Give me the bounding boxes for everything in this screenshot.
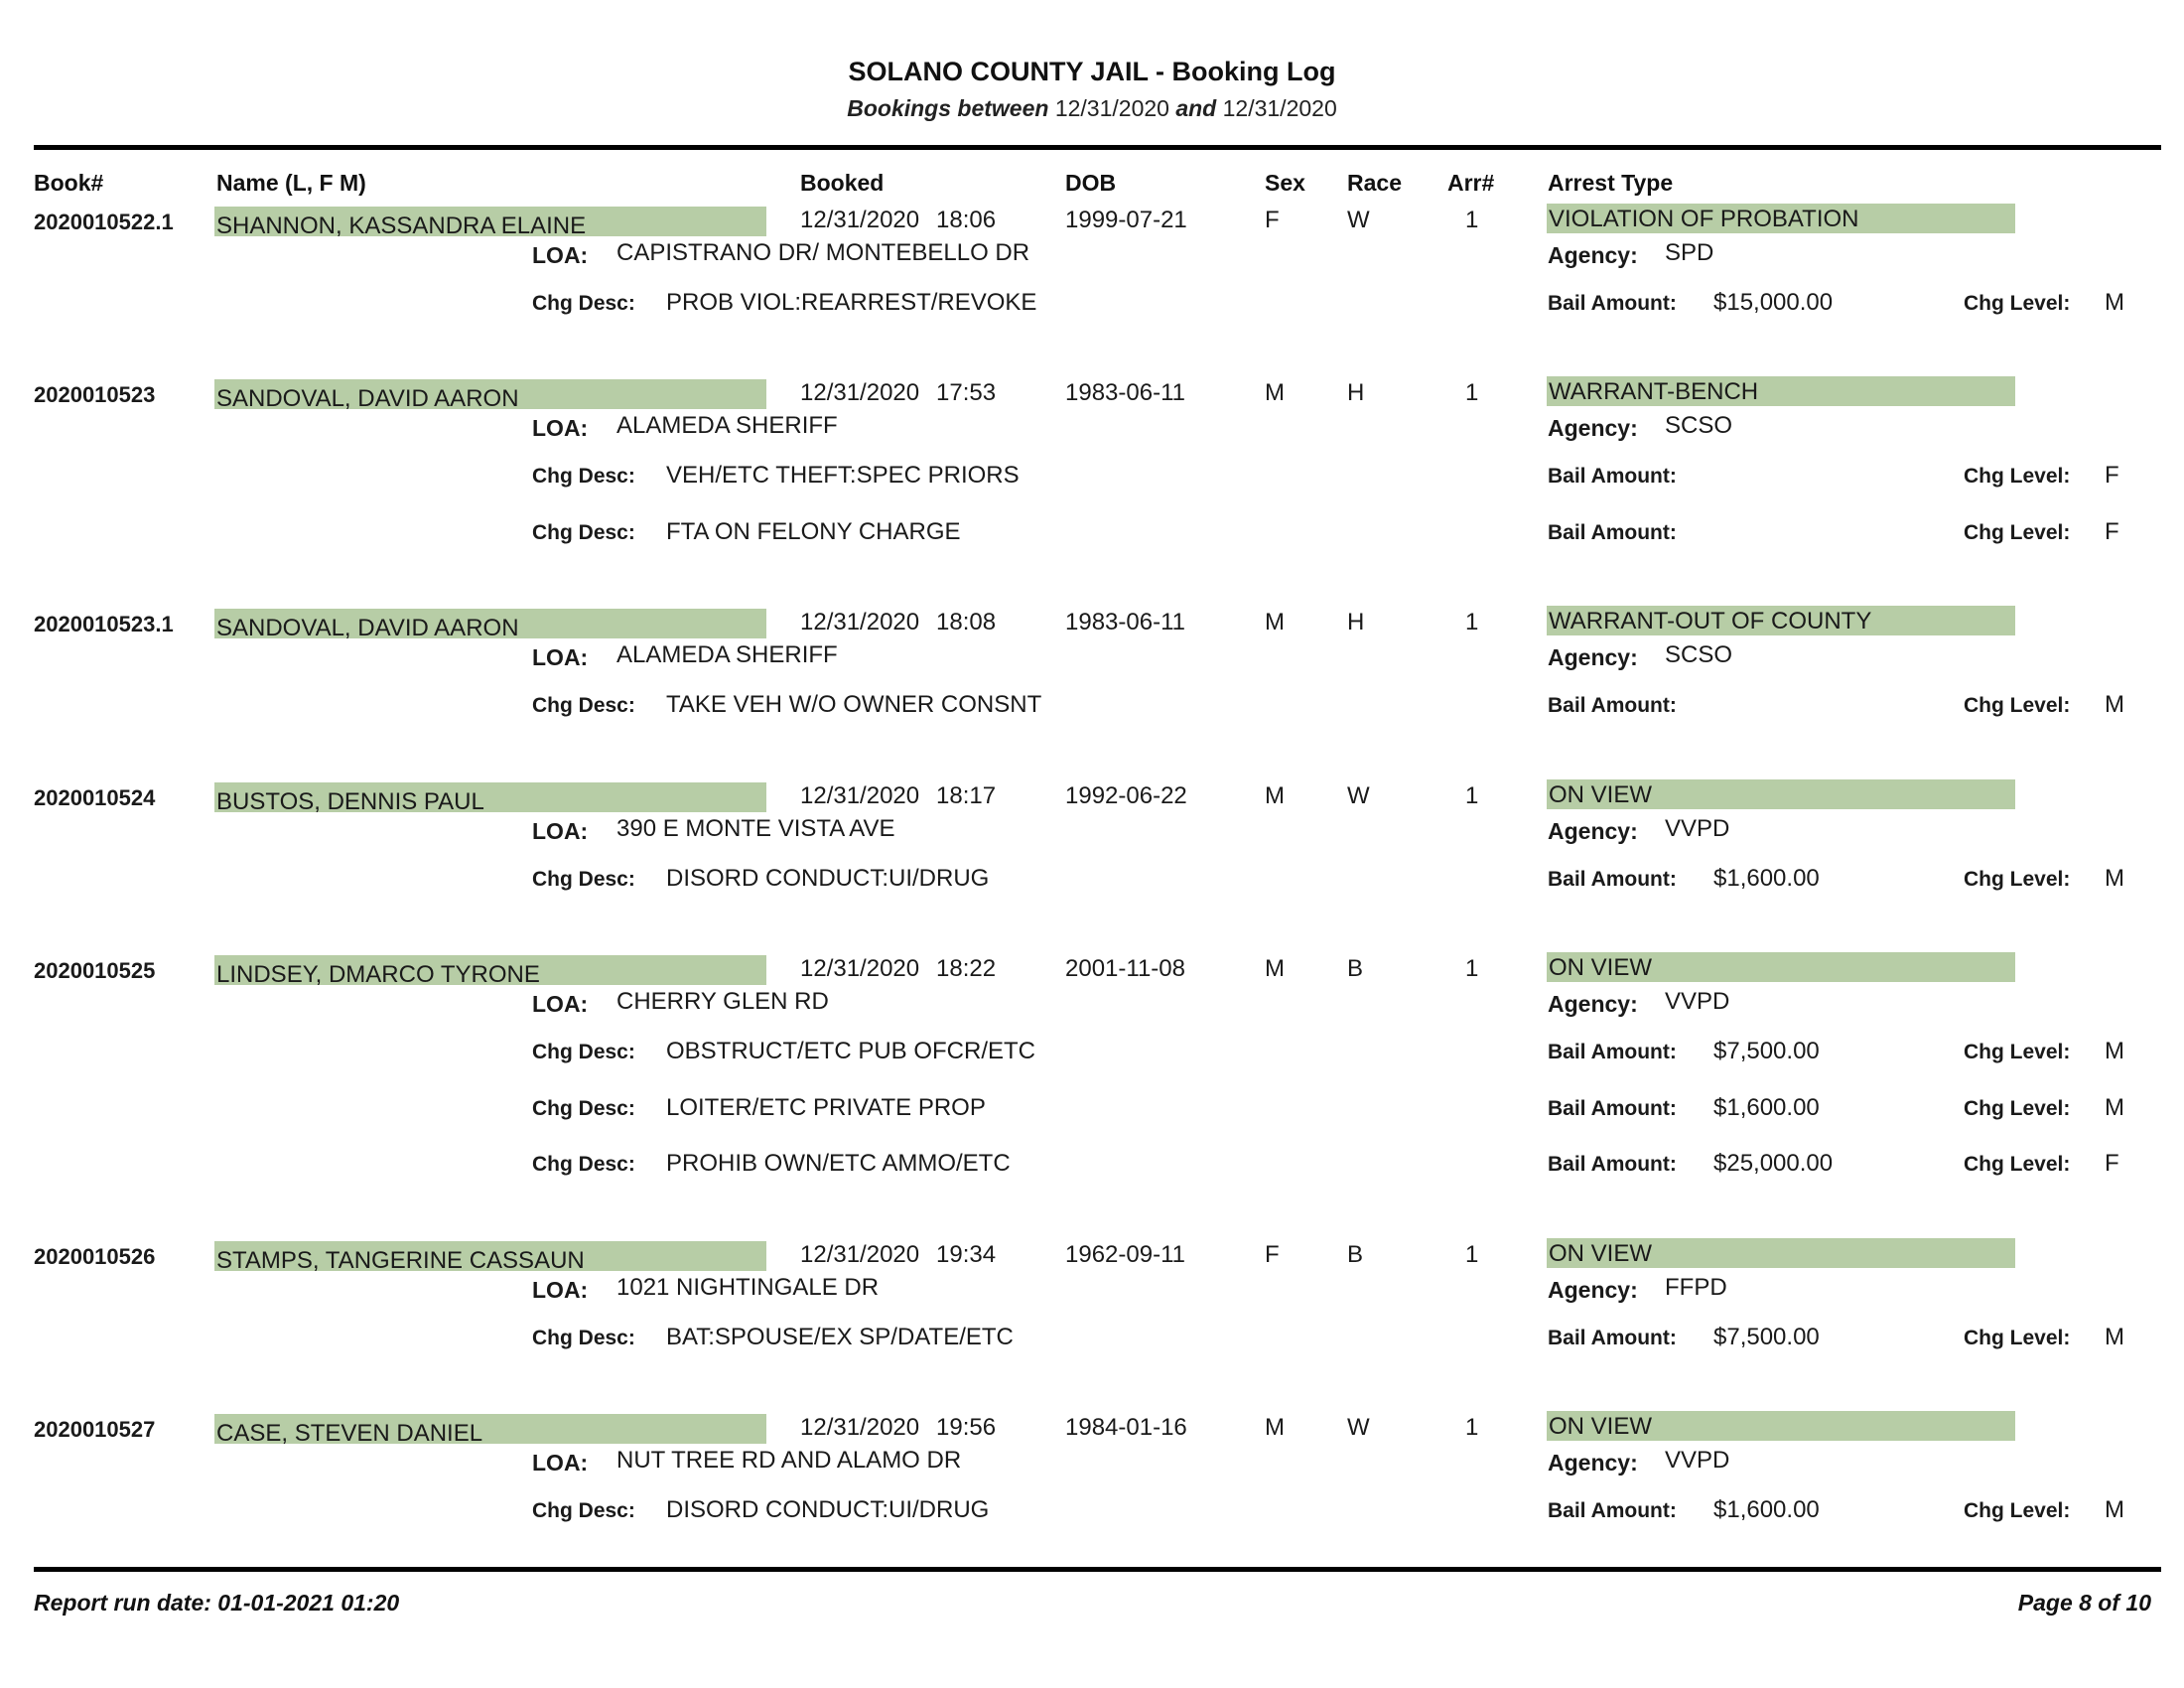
chg-desc-label: Chg Desc: <box>532 1041 635 1063</box>
bail-amount-value: $1,600.00 <box>1713 865 1820 892</box>
dob: 1984-01-16 <box>1065 1414 1187 1441</box>
dob: 1983-06-11 <box>1065 379 1185 406</box>
chg-level-value: M <box>2105 691 2124 718</box>
loa-value: CAPISTRANO DR/ MONTEBELLO DR <box>616 239 1030 266</box>
booked-time: 19:56 <box>936 1414 997 1441</box>
dob: 1992-06-22 <box>1065 782 1187 809</box>
chg-desc-value: FTA ON FELONY CHARGE <box>666 518 961 545</box>
chg-level-value: F <box>2105 518 2119 545</box>
chg-desc-value: OBSTRUCT/ETC PUB OFCR/ETC <box>666 1038 1036 1064</box>
arrest-number: 1 <box>1465 379 1479 406</box>
booked-time: 19:34 <box>936 1241 997 1268</box>
race: H <box>1347 379 1365 406</box>
loa-value: ALAMEDA SHERIFF <box>616 641 838 668</box>
chg-level-label: Chg Level: <box>1964 292 2071 315</box>
arrest-type: ON VIEW <box>1549 954 1653 981</box>
booked-date: 12/31/2020 <box>800 379 920 406</box>
arrest-number: 1 <box>1465 609 1479 635</box>
arrest-type-highlight <box>1547 952 2015 982</box>
chg-level-value: F <box>2105 1150 2119 1177</box>
dob: 1962-09-11 <box>1065 1241 1185 1268</box>
col-book: Book# <box>34 170 104 196</box>
report-run-date: Report run date: 01-01-2021 01:20 <box>34 1590 400 1616</box>
chg-level-value: M <box>2105 1094 2124 1121</box>
race: W <box>1347 207 1370 233</box>
chg-level-label: Chg Level: <box>1964 521 2071 544</box>
name-highlight <box>214 609 766 641</box>
bail-amount-value: $1,600.00 <box>1713 1094 1820 1121</box>
agency-value: VVPD <box>1665 815 1730 842</box>
person-name: SHANNON, KASSANDRA ELAINE <box>216 212 587 239</box>
col-sex: Sex <box>1265 170 1305 196</box>
bail-amount-label: Bail Amount: <box>1548 465 1677 488</box>
arrest-number: 1 <box>1465 955 1479 982</box>
book-number: 2020010525 <box>34 958 156 983</box>
booked-time: 17:53 <box>936 379 997 406</box>
subtitle-and: and <box>1175 95 1217 121</box>
name-highlight <box>214 955 766 988</box>
date-to: 12/31/2020 <box>1222 95 1337 121</box>
name-highlight <box>214 207 766 239</box>
chg-desc-value: TAKE VEH W/O OWNER CONSNT <box>666 691 1042 718</box>
arrest-type: ON VIEW <box>1549 1240 1653 1267</box>
bail-amount-value: $7,500.00 <box>1713 1038 1820 1064</box>
sex: M <box>1265 379 1285 406</box>
chg-level-label: Chg Level: <box>1964 1327 2071 1349</box>
bail-amount-label: Bail Amount: <box>1548 1041 1677 1063</box>
bail-amount-value: $25,000.00 <box>1713 1150 1834 1177</box>
arrest-type-highlight <box>1547 1411 2015 1441</box>
sex: F <box>1265 207 1280 233</box>
report-title: SOLANO COUNTY JAIL - Booking Log <box>848 57 1336 86</box>
col-race: Race <box>1347 170 1402 196</box>
agency-label: Agency: <box>1548 644 1638 670</box>
booked-date: 12/31/2020 <box>800 782 920 809</box>
loa-label: LOA: <box>532 415 589 441</box>
agency-value: VVPD <box>1665 988 1730 1015</box>
chg-desc-value: PROHIB OWN/ETC AMMO/ETC <box>666 1150 1011 1177</box>
agency-value: SPD <box>1665 239 1714 266</box>
arrest-number: 1 <box>1465 1414 1479 1441</box>
name-highlight <box>214 1414 766 1447</box>
chg-desc-label: Chg Desc: <box>532 1499 635 1522</box>
booked-date: 12/31/2020 <box>800 955 920 982</box>
arrest-type: VIOLATION OF PROBATION <box>1549 206 1859 232</box>
chg-level-label: Chg Level: <box>1964 1153 2071 1176</box>
col-booked: Booked <box>800 170 885 196</box>
loa-value: CHERRY GLEN RD <box>616 988 829 1015</box>
arrest-number: 1 <box>1465 1241 1479 1268</box>
page-number: Page 8 of 10 <box>2017 1590 2151 1616</box>
loa-label: LOA: <box>532 242 589 268</box>
chg-level-label: Chg Level: <box>1964 465 2071 488</box>
name-highlight <box>214 782 766 815</box>
col-dob: DOB <box>1065 170 1117 196</box>
chg-desc-label: Chg Desc: <box>532 1327 635 1349</box>
arrest-type-highlight <box>1547 204 2015 233</box>
chg-desc-value: BAT:SPOUSE/EX SP/DATE/ETC <box>666 1324 1014 1350</box>
chg-level-value: F <box>2105 462 2119 489</box>
arrest-type: ON VIEW <box>1549 781 1653 808</box>
bail-amount-label: Bail Amount: <box>1548 1153 1677 1176</box>
loa-value: 1021 NIGHTINGALE DR <box>616 1274 880 1301</box>
race: B <box>1347 1241 1364 1268</box>
booked-time: 18:06 <box>936 207 997 233</box>
book-number: 2020010526 <box>34 1244 156 1269</box>
chg-level-value: M <box>2105 1324 2124 1350</box>
chg-desc-value: PROB VIOL:REARREST/REVOKE <box>666 289 1037 316</box>
book-number: 2020010523.1 <box>34 612 174 636</box>
sex: M <box>1265 955 1285 982</box>
bottom-divider <box>34 1567 2161 1572</box>
arrest-type: WARRANT-BENCH <box>1549 378 1759 405</box>
chg-level-value: M <box>2105 1496 2124 1523</box>
dob: 1983-06-11 <box>1065 609 1185 635</box>
loa-label: LOA: <box>532 1277 589 1303</box>
race: W <box>1347 1414 1370 1441</box>
bail-amount-value: $7,500.00 <box>1713 1324 1820 1350</box>
book-number: 2020010523 <box>34 382 156 407</box>
chg-level-label: Chg Level: <box>1964 868 2071 891</box>
agency-label: Agency: <box>1548 242 1638 268</box>
agency-value: VVPD <box>1665 1447 1730 1474</box>
agency-label: Agency: <box>1548 1277 1638 1303</box>
chg-level-label: Chg Level: <box>1964 1499 2071 1522</box>
booked-date: 12/31/2020 <box>800 609 920 635</box>
agency-label: Agency: <box>1548 1450 1638 1476</box>
bail-amount-label: Bail Amount: <box>1548 694 1677 717</box>
col-arr: Arr# <box>1447 170 1495 196</box>
chg-desc-value: DISORD CONDUCT:UI/DRUG <box>666 1496 990 1523</box>
dob: 1999-07-21 <box>1065 207 1187 233</box>
agency-label: Agency: <box>1548 415 1638 441</box>
bail-amount-label: Bail Amount: <box>1548 1327 1677 1349</box>
chg-desc-label: Chg Desc: <box>532 465 635 488</box>
subtitle-prefix: Bookings between <box>847 95 1049 121</box>
bail-amount-label: Bail Amount: <box>1548 868 1677 891</box>
chg-desc-label: Chg Desc: <box>532 292 635 315</box>
agency-label: Agency: <box>1548 818 1638 844</box>
booked-date: 12/31/2020 <box>800 1414 920 1441</box>
chg-desc-label: Chg Desc: <box>532 868 635 891</box>
person-name: BUSTOS, DENNIS PAUL <box>216 788 484 815</box>
chg-desc-label: Chg Desc: <box>532 521 635 544</box>
arrest-type: WARRANT-OUT OF COUNTY <box>1549 608 1872 634</box>
booked-date: 12/31/2020 <box>800 207 920 233</box>
arrest-type-highlight <box>1547 1238 2015 1268</box>
book-number: 2020010527 <box>34 1417 156 1442</box>
booked-time: 18:22 <box>936 955 997 982</box>
race: H <box>1347 609 1365 635</box>
name-highlight <box>214 379 766 412</box>
loa-label: LOA: <box>532 644 589 670</box>
loa-value: 390 E MONTE VISTA AVE <box>616 815 895 842</box>
bail-amount-value: $15,000.00 <box>1713 289 1834 316</box>
booked-date: 12/31/2020 <box>800 1241 920 1268</box>
person-name: LINDSEY, DMARCO TYRONE <box>216 961 540 988</box>
agency-value: SCSO <box>1665 641 1733 668</box>
arrest-type-highlight <box>1547 779 2015 809</box>
booked-time: 18:17 <box>936 782 997 809</box>
bail-amount-label: Bail Amount: <box>1548 1499 1677 1522</box>
arrest-type-highlight <box>1547 606 2015 635</box>
race: W <box>1347 782 1370 809</box>
person-name: SANDOVAL, DAVID AARON <box>216 385 519 412</box>
loa-label: LOA: <box>532 991 589 1017</box>
sex: F <box>1265 1241 1280 1268</box>
sex: M <box>1265 609 1285 635</box>
race: B <box>1347 955 1364 982</box>
chg-level-label: Chg Level: <box>1964 1041 2071 1063</box>
bail-amount-label: Bail Amount: <box>1548 521 1677 544</box>
person-name: SANDOVAL, DAVID AARON <box>216 615 519 641</box>
arrest-type: ON VIEW <box>1549 1413 1653 1440</box>
bail-amount-label: Bail Amount: <box>1548 292 1677 315</box>
book-number: 2020010524 <box>34 785 156 810</box>
agency-label: Agency: <box>1548 991 1638 1017</box>
arrest-number: 1 <box>1465 207 1479 233</box>
col-name: Name (L, F M) <box>216 170 366 196</box>
chg-level-value: M <box>2105 289 2124 316</box>
sex: M <box>1265 1414 1285 1441</box>
chg-level-value: M <box>2105 1038 2124 1064</box>
arrest-number: 1 <box>1465 782 1479 809</box>
sex: M <box>1265 782 1285 809</box>
book-number: 2020010522.1 <box>34 210 174 234</box>
chg-desc-label: Chg Desc: <box>532 694 635 717</box>
date-from: 12/31/2020 <box>1054 95 1169 121</box>
person-name: STAMPS, TANGERINE CASSAUN <box>216 1247 585 1274</box>
bail-amount-value: $1,600.00 <box>1713 1496 1820 1523</box>
loa-label: LOA: <box>532 1450 589 1476</box>
chg-desc-label: Chg Desc: <box>532 1097 635 1120</box>
bail-amount-label: Bail Amount: <box>1548 1097 1677 1120</box>
agency-value: SCSO <box>1665 412 1733 439</box>
chg-desc-value: DISORD CONDUCT:UI/DRUG <box>666 865 990 892</box>
chg-desc-value: LOITER/ETC PRIVATE PROP <box>666 1094 986 1121</box>
loa-value: NUT TREE RD AND ALAMO DR <box>616 1447 962 1474</box>
person-name: CASE, STEVEN DANIEL <box>216 1420 483 1447</box>
dob: 2001-11-08 <box>1065 955 1185 982</box>
booked-time: 18:08 <box>936 609 997 635</box>
col-arrest-type: Arrest Type <box>1548 170 1674 196</box>
agency-value: FFPD <box>1665 1274 1727 1301</box>
loa-value: ALAMEDA SHERIFF <box>616 412 838 439</box>
name-highlight <box>214 1241 766 1274</box>
chg-level-label: Chg Level: <box>1964 1097 2071 1120</box>
loa-label: LOA: <box>532 818 589 844</box>
arrest-type-highlight <box>1547 376 2015 406</box>
chg-desc-label: Chg Desc: <box>532 1153 635 1176</box>
chg-level-value: M <box>2105 865 2124 892</box>
chg-desc-value: VEH/ETC THEFT:SPEC PRIORS <box>666 462 1020 489</box>
chg-level-label: Chg Level: <box>1964 694 2071 717</box>
